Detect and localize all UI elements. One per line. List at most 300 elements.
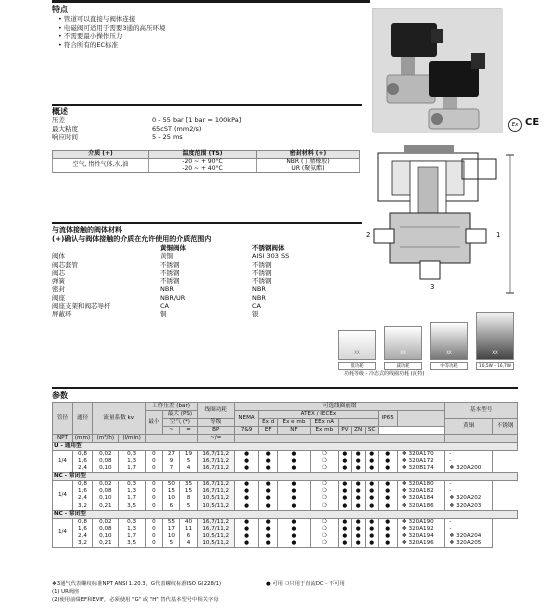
cell-exmb: ● xyxy=(338,518,351,526)
unit-coils xyxy=(234,435,444,443)
cell-pv: ● xyxy=(351,495,365,502)
col-sc: SC xyxy=(365,427,378,435)
cell-pv: ● xyxy=(351,533,365,540)
col-nf: NF xyxy=(278,427,310,435)
cell-bp: 16,7/11,2 xyxy=(197,488,234,495)
cell-dc: 5 xyxy=(180,503,197,511)
cell-port: 1/4 xyxy=(53,481,73,510)
table-row xyxy=(53,526,518,533)
cell-kv1: 0,08 xyxy=(93,488,119,495)
col-power: 线圈功耗 xyxy=(197,403,234,419)
materials-col-header: 不锈钢阀体 xyxy=(252,244,285,252)
material-part: 阀体 xyxy=(52,252,65,261)
material-brass: 不锈钢 xyxy=(160,268,180,277)
col-bp: BP xyxy=(197,427,234,435)
cell-exe: ❍ xyxy=(310,533,338,540)
cell-ac: 17 xyxy=(163,526,180,533)
cell-kv1: 0,02 xyxy=(93,481,119,489)
material-part: 阀座 xyxy=(52,293,65,302)
cell-ef: ● xyxy=(234,488,258,495)
feature-item: • 电磁阀可适用于需要3通的高压环境 xyxy=(58,25,166,34)
cell-bp: 16,7/11,2 xyxy=(197,451,234,459)
material-ss: 银 xyxy=(252,310,259,319)
material-ss: 不锈钢 xyxy=(252,260,272,269)
note-line-1: ❖3通气代表螺纹标准NPT ANSI 1.20.3，G代表螺纹标准ISO G(228/1) xyxy=(52,581,222,587)
table-row xyxy=(53,488,518,495)
cell-ac: 27 xyxy=(163,451,180,459)
materials-rule xyxy=(52,222,362,224)
cell-exmb: ● xyxy=(338,465,351,473)
cell-brass: ❖ 320A184 xyxy=(397,495,445,502)
power-legend xyxy=(338,318,518,380)
cell-mm: 1,6 xyxy=(73,458,93,465)
col-grade: 等级 xyxy=(197,419,234,427)
cell-zn: ● xyxy=(365,495,378,502)
cell-pv: ● xyxy=(351,540,365,548)
col-coil-options: 可选线圈前缀 xyxy=(234,403,444,411)
col-nema2: 7&9 xyxy=(234,427,258,435)
overview-list xyxy=(52,117,241,143)
cell-pv: ● xyxy=(351,458,365,465)
cell-sc: ● xyxy=(378,488,397,495)
power-swatch-label: 低功耗 xyxy=(338,362,376,370)
cell-exe: ❍ xyxy=(310,526,338,533)
col-ip65: IP65 xyxy=(378,411,397,427)
col-min: 最小 xyxy=(145,411,163,435)
note-legend: ● 可用 ❍只用于直流DC - 不可用 xyxy=(266,581,345,587)
cell-exe: ❍ xyxy=(310,495,338,502)
cell-exmb: ● xyxy=(338,526,351,533)
cell-nf: ● xyxy=(259,495,278,502)
cell-min: 0 xyxy=(145,481,163,489)
cell-kv1: 0,10 xyxy=(93,495,119,502)
col-ac: ~ xyxy=(163,427,180,435)
table-row xyxy=(53,465,518,473)
col-base: 基本型号 xyxy=(445,403,518,419)
media-cell: -20 ~ + 40°C xyxy=(149,166,257,173)
col-zn: ZN xyxy=(351,427,365,435)
features-list xyxy=(58,16,166,50)
feature-item: • 管道可以直接与阀体连接 xyxy=(58,16,166,25)
unit-power: ~/= xyxy=(197,435,234,443)
cell-ac: 10 xyxy=(163,495,180,502)
cell-ac: 6 xyxy=(163,503,180,511)
cell-min: 0 xyxy=(145,451,163,459)
cell-nf: ● xyxy=(259,503,278,511)
cell-mm: 0,8 xyxy=(73,481,93,489)
note-line-3: (2)使用前缀EF和EVIF，必须使用 "G" 或 "H" 替代基本型号中相关字母 xyxy=(52,597,219,603)
unit-npt: NPT xyxy=(53,435,73,443)
cell-exd: ● xyxy=(278,495,310,502)
cell-exe: ❍ xyxy=(310,518,338,526)
ce-mark-icon: CE xyxy=(525,117,540,128)
cell-exmb: ● xyxy=(338,533,351,540)
cell-sc: ● xyxy=(378,533,397,540)
cell-exe: ❍ xyxy=(310,458,338,465)
feature-item: • 符合所有的EC标准 xyxy=(58,42,166,51)
section-header: NC - 常闭型 xyxy=(53,473,518,481)
media-cell: UR (聚氨酯) xyxy=(257,166,360,173)
cell-ef: ● xyxy=(234,481,258,489)
cell-port: 1/4 xyxy=(53,451,73,473)
cell-zn: ● xyxy=(365,533,378,540)
col-flow: 流量系数 kv xyxy=(93,403,146,435)
cell-ss: ❖ 320A203 xyxy=(445,503,493,511)
cell-brass: ❖ 320A172 xyxy=(397,458,445,465)
cell-bp: 16,7/11,2 xyxy=(197,481,234,489)
cell-exe: ❍ xyxy=(310,465,338,473)
cell-mm: 2,4 xyxy=(73,465,93,473)
cell-kv2: 1,3 xyxy=(118,458,145,465)
cell-ef: ● xyxy=(234,540,258,548)
cell-kv2: 1,7 xyxy=(118,495,145,502)
cell-exmb: ● xyxy=(338,503,351,511)
cell-exmb: ● xyxy=(338,451,351,459)
cell-zn: ● xyxy=(365,540,378,548)
top-rule xyxy=(52,0,370,3)
unit-mm: (mm) xyxy=(73,435,93,443)
cell-exd: ● xyxy=(278,540,310,548)
media-header: 介质 (+) xyxy=(53,151,149,159)
cell-sc: ● xyxy=(378,503,397,511)
cell-exe: ❍ xyxy=(310,488,338,495)
cell-ac: 10 xyxy=(163,533,180,540)
cell-port: 1/4 xyxy=(53,518,73,547)
cell-mm: 2,4 xyxy=(73,495,93,502)
cell-kv1: 0,10 xyxy=(93,533,119,540)
overview-key: 响应时间 xyxy=(52,133,78,142)
col-nema: NEMA xyxy=(234,411,258,427)
cell-kv2: 3,5 xyxy=(118,503,145,511)
params-rule xyxy=(52,387,518,389)
cell-nf: ● xyxy=(259,518,278,526)
cell-dc: 11 xyxy=(180,526,197,533)
cell-ss: - xyxy=(445,451,493,459)
cell-pv: ● xyxy=(351,518,365,526)
power-swatch-label: 减功耗 xyxy=(384,362,422,370)
cell-ac: 9 xyxy=(163,458,180,465)
cell-exmb: ● xyxy=(338,458,351,465)
col-atex: ATEX / IECEx xyxy=(259,411,378,419)
cell-dc: 4 xyxy=(180,540,197,548)
material-brass: 铜 xyxy=(160,310,167,319)
cell-ss: ❖ 320A205 xyxy=(445,540,493,548)
cell-min: 0 xyxy=(145,458,163,465)
unit-mhs: (m³/h) xyxy=(93,435,119,443)
table-row xyxy=(53,533,518,540)
cell-ac: 50 xyxy=(163,481,180,489)
cell-nf: ● xyxy=(259,451,278,459)
table-row xyxy=(53,451,518,459)
cell-pv: ● xyxy=(351,488,365,495)
cell-bp: 16,7/11,2 xyxy=(197,465,234,473)
overview-value: 5 - 25 ms xyxy=(152,133,183,142)
cell-sc: ● xyxy=(378,518,397,526)
material-brass: 不锈钢 xyxy=(160,260,180,269)
cell-brass: ❖ 320A182 xyxy=(397,488,445,495)
power-swatch-label: 中等功耗 xyxy=(430,362,468,370)
cell-bp: 16,7/11,2 xyxy=(197,526,234,533)
cell-dc: 40 xyxy=(180,518,197,526)
cell-dc: 8 xyxy=(180,495,197,502)
overview-key: 压差 xyxy=(52,116,65,124)
cell-kv1: 0,08 xyxy=(93,458,119,465)
table-row xyxy=(53,495,518,502)
cell-ss: - xyxy=(445,458,493,465)
col-max: 最大 (PS) xyxy=(163,411,197,419)
port-label: 1 xyxy=(496,231,501,239)
cell-bp: 16,7/11,2 xyxy=(197,458,234,465)
section-header: U - 通用型 xyxy=(53,443,518,451)
cell-min: 0 xyxy=(145,503,163,511)
cell-ac: 15 xyxy=(163,488,180,495)
cell-mm: 1,6 xyxy=(73,526,93,533)
material-part: 阀座支架和阀芯导杆 xyxy=(52,302,111,311)
material-ss: NBR xyxy=(252,293,266,302)
overview-value: 65cST (mm2/s) xyxy=(152,124,202,133)
cell-sc: ● xyxy=(378,451,397,459)
features-title: 特点 xyxy=(52,5,68,14)
cell-kv2: 0,3 xyxy=(118,481,145,489)
media-cell: -20 ~ + 90°C xyxy=(149,159,257,166)
cell-kv1: 0,21 xyxy=(93,540,119,548)
material-brass: CA xyxy=(160,302,169,311)
cell-kv2: 1,3 xyxy=(118,526,145,533)
power-swatch: XX xyxy=(384,326,422,360)
col-ef: EF xyxy=(259,427,278,435)
cell-dc: 6 xyxy=(180,533,197,540)
material-ss: AISI 303 SS xyxy=(252,252,290,261)
unit-air xyxy=(145,435,197,443)
cell-exe: ❍ xyxy=(310,481,338,489)
cell-exmb: ● xyxy=(338,495,351,502)
cell-exe: ❍ xyxy=(310,503,338,511)
power-swatch-label: 10,5W - 16,7W xyxy=(476,362,514,370)
media-cell: NBR (丁腈橡胶) xyxy=(257,159,360,166)
cell-dc: 4 xyxy=(180,465,197,473)
cell-zn: ● xyxy=(365,503,378,511)
cell-exd: ● xyxy=(278,488,310,495)
cell-dc: 5 xyxy=(180,458,197,465)
cell-mm: 2,4 xyxy=(73,533,93,540)
cell-nf: ● xyxy=(259,481,278,489)
cell-mm: 0,8 xyxy=(73,518,93,526)
col-port: 管径 xyxy=(53,403,73,435)
cell-brass: ❖ 320A170 xyxy=(397,451,445,459)
cell-nf: ● xyxy=(259,540,278,548)
cell-kv2: 1,7 xyxy=(118,533,145,540)
note-line-2: (1) UR阀座 xyxy=(52,589,80,595)
col-exe: Ex e mb xyxy=(278,419,310,427)
material-part: 阀芯套管 xyxy=(52,260,78,269)
cell-ac: 55 xyxy=(163,518,180,526)
material-part: 屏蔽环 xyxy=(52,310,72,319)
table-row xyxy=(53,458,518,465)
cell-ss: ❖ 320A202 xyxy=(445,495,493,502)
power-swatch: XX xyxy=(476,312,514,360)
cell-pv: ● xyxy=(351,451,365,459)
cell-pv: ● xyxy=(351,503,365,511)
cell-nf: ● xyxy=(259,488,278,495)
cell-ss: - xyxy=(445,518,493,526)
cell-brass: ❖ 320A180 xyxy=(397,481,445,489)
material-part: 阀芯 xyxy=(52,268,65,277)
cell-ef: ● xyxy=(234,495,258,502)
cell-mm: 1,6 xyxy=(73,488,93,495)
cell-zn: ● xyxy=(365,451,378,459)
media-header: 密封材料 (+) xyxy=(257,151,360,159)
materials-col-header: 黄铜阀体 xyxy=(160,244,186,252)
power-swatch: XX xyxy=(338,330,376,360)
material-part: 密封 xyxy=(52,285,65,294)
col-exd: Ex d xyxy=(259,419,278,427)
cell-brass: ❖ 320A192 xyxy=(397,526,445,533)
col-wp: 工作压差 (bar) xyxy=(145,403,197,411)
table-row xyxy=(53,481,518,489)
cell-min: 0 xyxy=(145,465,163,473)
cell-exmb: ● xyxy=(338,540,351,548)
cell-brass: ❖ 320B174 xyxy=(397,465,445,473)
cell-ss: - xyxy=(445,526,493,533)
cell-exd: ● xyxy=(278,503,310,511)
cell-zn: ● xyxy=(365,481,378,489)
cell-dc: 19 xyxy=(180,451,197,459)
power-swatch: XX xyxy=(430,322,468,360)
table-row xyxy=(53,503,518,511)
cell-sc: ● xyxy=(378,458,397,465)
ex-mark-icon: Ex xyxy=(508,118,522,132)
cell-min: 0 xyxy=(145,518,163,526)
cell-min: 0 xyxy=(145,488,163,495)
materials-subtitle: (+)确认与阀体接触的介质在允许使用的介质范围内 xyxy=(52,235,212,243)
col-pv: PV xyxy=(338,427,351,435)
cell-min: 0 xyxy=(145,533,163,540)
cell-ss: ❖ 320A204 xyxy=(445,533,493,540)
cell-ss: - xyxy=(445,481,493,489)
cell-exd: ● xyxy=(278,526,310,533)
cell-ac: 7 xyxy=(163,465,180,473)
cell-exd: ● xyxy=(278,481,310,489)
media-table xyxy=(52,150,360,173)
cell-exd: ● xyxy=(278,465,310,473)
material-ss: NBR xyxy=(252,285,266,294)
cell-exd: ● xyxy=(278,533,310,540)
cell-dc: 15 xyxy=(180,488,197,495)
section-header: NC - 常闭型 xyxy=(53,510,518,518)
feature-item: • 不需要最小操作压力 xyxy=(58,33,166,42)
col-orifice: 通径 xyxy=(73,403,93,435)
cell-kv1: 0,10 xyxy=(93,465,119,473)
product-photo xyxy=(372,8,502,132)
col-brass: 黄铜 xyxy=(445,419,493,435)
cell-ss: - xyxy=(445,488,493,495)
col-exmb: Ex mb xyxy=(310,427,338,435)
cell-kv1: 0,21 xyxy=(93,503,119,511)
cell-zn: ● xyxy=(365,518,378,526)
media-cell: 空气, 惰性气体,水,油 xyxy=(53,159,149,173)
material-brass: NBR xyxy=(160,285,174,294)
cell-pv: ● xyxy=(351,465,365,473)
cell-sc: ● xyxy=(378,540,397,548)
unit-base xyxy=(445,435,518,443)
cell-zn: ● xyxy=(365,526,378,533)
cell-min: 0 xyxy=(145,526,163,533)
cell-ef: ● xyxy=(234,458,258,465)
cell-nf: ● xyxy=(259,458,278,465)
cell-pv: ● xyxy=(351,526,365,533)
cell-kv1: 0,08 xyxy=(93,526,119,533)
cell-kv1: 0,02 xyxy=(93,451,119,459)
unit-lmin: (l/min) xyxy=(118,435,145,443)
cell-exmb: ● xyxy=(338,488,351,495)
cell-ef: ● xyxy=(234,465,258,473)
cell-nf: ● xyxy=(259,526,278,533)
material-brass: 不锈钢 xyxy=(160,277,180,286)
cell-mm: 3,2 xyxy=(73,540,93,548)
col-ss: 不锈钢 xyxy=(493,419,518,435)
cell-bp: 16,7/11,2 xyxy=(197,518,234,526)
cell-mm: 0,8 xyxy=(73,451,93,459)
cell-ss: ❖ 320A200 xyxy=(445,465,493,473)
cell-ef: ● xyxy=(234,518,258,526)
cell-exe: ❍ xyxy=(310,540,338,548)
overview-rule xyxy=(52,104,362,106)
cell-kv2: 1,3 xyxy=(118,488,145,495)
power-caption: 功耗等级 - 冷态式的线圈功耗 (瓦特) xyxy=(344,371,425,377)
cell-exe: ❍ xyxy=(310,451,338,459)
cell-exd: ● xyxy=(278,518,310,526)
params-title: 参数 xyxy=(52,391,68,400)
col-dc: = xyxy=(180,427,197,435)
cell-kv2: 3,5 xyxy=(118,540,145,548)
cell-sc: ● xyxy=(378,465,397,473)
cell-kv2: 0,3 xyxy=(118,451,145,459)
cell-zn: ● xyxy=(365,465,378,473)
cell-kv2: 1,7 xyxy=(118,465,145,473)
table-row xyxy=(53,540,518,548)
cell-nf: ● xyxy=(259,533,278,540)
cell-kv2: 0,3 xyxy=(118,518,145,526)
cell-bp: 10,5/11,2 xyxy=(197,503,234,511)
col-atex-sub xyxy=(338,419,378,427)
materials-title: 与流体接触的阀体材料 xyxy=(52,226,122,234)
cell-exmb: ● xyxy=(338,481,351,489)
cell-ef: ● xyxy=(234,503,258,511)
col-air: 空气 (*) xyxy=(163,419,197,427)
cell-mm: 3,2 xyxy=(73,503,93,511)
col-ip65-sub xyxy=(397,411,445,427)
cell-bp: 10,5/11,2 xyxy=(197,540,234,548)
cell-sc: ● xyxy=(378,481,397,489)
port-label: 3 xyxy=(430,283,435,291)
cell-exd: ● xyxy=(278,451,310,459)
cell-ef: ● xyxy=(234,533,258,540)
cell-brass: ❖ 320A194 xyxy=(397,533,445,540)
cell-min: 0 xyxy=(145,495,163,502)
cell-ef: ● xyxy=(234,526,258,533)
cell-dc: 35 xyxy=(180,481,197,489)
cell-ac: 5 xyxy=(163,540,180,548)
params-table xyxy=(52,402,518,548)
table-row xyxy=(53,518,518,526)
cell-ef: ● xyxy=(234,451,258,459)
material-part: 弹簧 xyxy=(52,277,65,286)
material-ss: 不锈钢 xyxy=(252,277,272,286)
cell-sc: ● xyxy=(378,526,397,533)
col-exna: EEx nA xyxy=(310,419,338,427)
cross-section-diagram xyxy=(366,143,520,305)
cell-brass: ❖ 320A196 xyxy=(397,540,445,548)
